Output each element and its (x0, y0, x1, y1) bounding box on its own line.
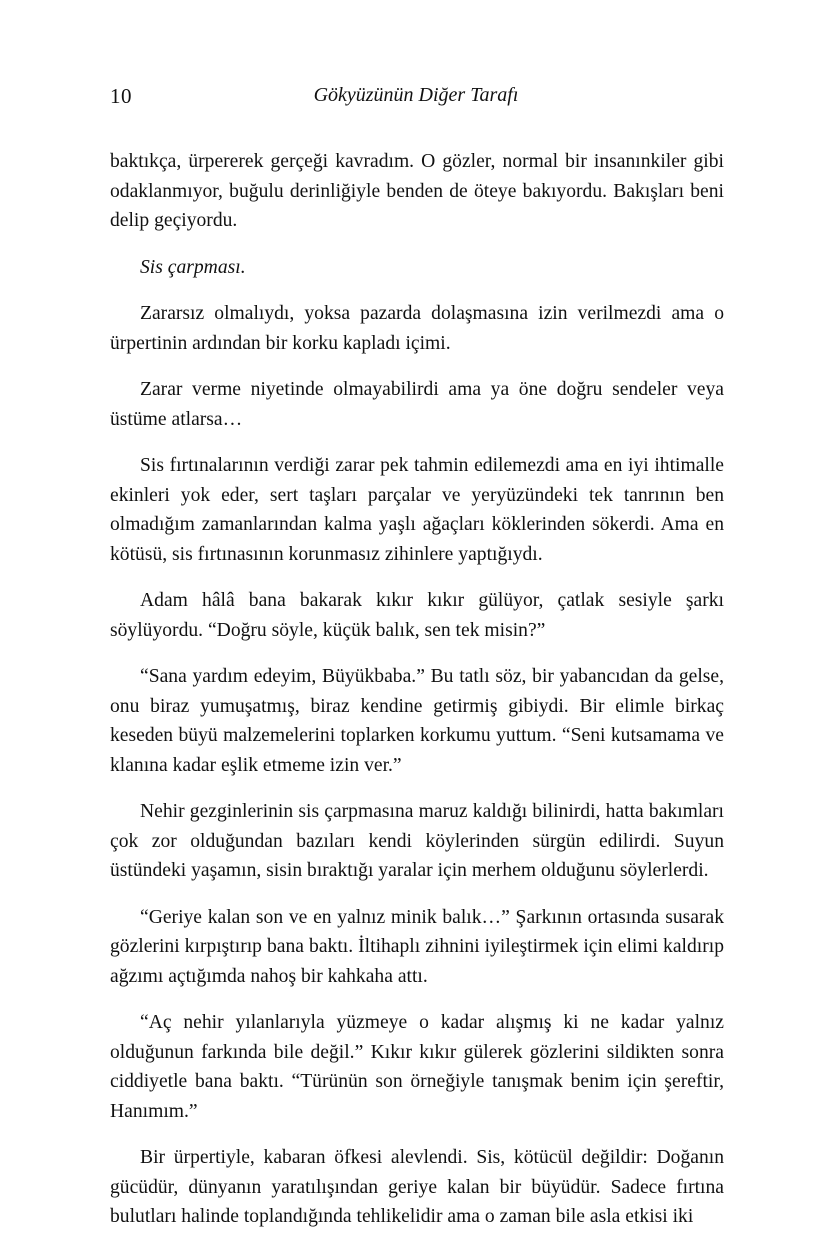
paragraph: baktıkça, ürpererek gerçeği kavradım. O gözler, normal bir insanınkiler gibi odaklanmıyor, buğulu derinliğiyle benden de öteye bakıyordu. Bakışları beni delip geçiyordu. (110, 151, 724, 231)
paragraph: “Sana yardım edeyim, Büyükbaba.” Bu tatlı söz, bir yabancıdan da gelse, onu biraz yumuşatmış, biraz kendine getirmiş gibiydi. Bir elimle birkaç keseden büyü malzemelerini toplarken korkumu yuttum. “Seni kutsamama ve klanına kadar eşlik etmeme izin ver.” (110, 666, 724, 776)
paragraph: Bir ürpertiyle, kabaran öfkesi alevlendi. Sis, kötücül değildir: Doğanın gücüdür, dünyanın yaratılışından geriye kalan bir büyüdür. Sadece fırtına bulutları halinde toplandığında tehlikelidir ama o zaman bile asla etkisi iki (110, 1147, 724, 1227)
paragraph: “Aç nehir yılanlarıyla yüzmeye o kadar alışmış ki ne kadar yalnız olduğunun farkında bile değil.” Kıkır kıkır gülerek gözlerini sildikten sonra ciddiyetle bana baktı. “Türünün son örneğiyle tanışmak benim için şereftir, Hanımım.” (110, 1012, 724, 1122)
paragraph: Nehir gezginlerinin sis çarpmasına maruz kaldığı bilinirdi, hatta bakımları çok zor olduğundan bazıları kendi köylerinden sürgün edilirdi. Suyun üstündeki yaşamın, sisin bıraktığı yaralar için merhem olduğunu söylerlerdi. (110, 801, 724, 881)
paragraph: Sis fırtınalarının verdiği zarar pek tahmin edilemezdi ama en iyi ihtimalle ekinleri yok eder, sert taşları parçalar ve yeryüzündeki tek tanrının ben olmadığım zamanlarından kalma yaşlı ağaçları köklerinden sökerdi. Ama en kötüsü, sis fırtınasının korunmasız zihinlere yaptığıydı. (110, 455, 724, 565)
running-title: Gökyüzünün Diğer Tarafı (313, 84, 519, 106)
paragraph: “Geriye kalan son ve en yalnız minik balık…” Şarkının ortasında susarak gözlerini kırpıştırıp bana baktı. İltihaplı zihnini iyileştirmek için elimi kaldırıp ağzımı açtığımda nahoş bir kahkaha attı. (110, 906, 724, 987)
body-text (110, 147, 724, 1249)
running-header (110, 84, 722, 114)
paragraph: Sis çarpması. (140, 256, 246, 278)
paragraph: Adam hâlâ bana bakarak kıkır kıkır gülüyor, çatlak sesiyle şarkı söylüyordu. “Doğru söyle, küçük balık, sen tek misin?” (110, 590, 724, 641)
paragraph: Zarar verme niyetinde olmayabilirdi ama ya öne doğru sendeler veya üstüme atlarsa… (110, 379, 724, 430)
page-number: 10 (110, 84, 132, 108)
paragraph: Zararsız olmalıydı, yoksa pazarda dolaşmasına izin verilmezdi ama o ürpertinin ardından bir korku kapladı içimi. (110, 303, 724, 354)
